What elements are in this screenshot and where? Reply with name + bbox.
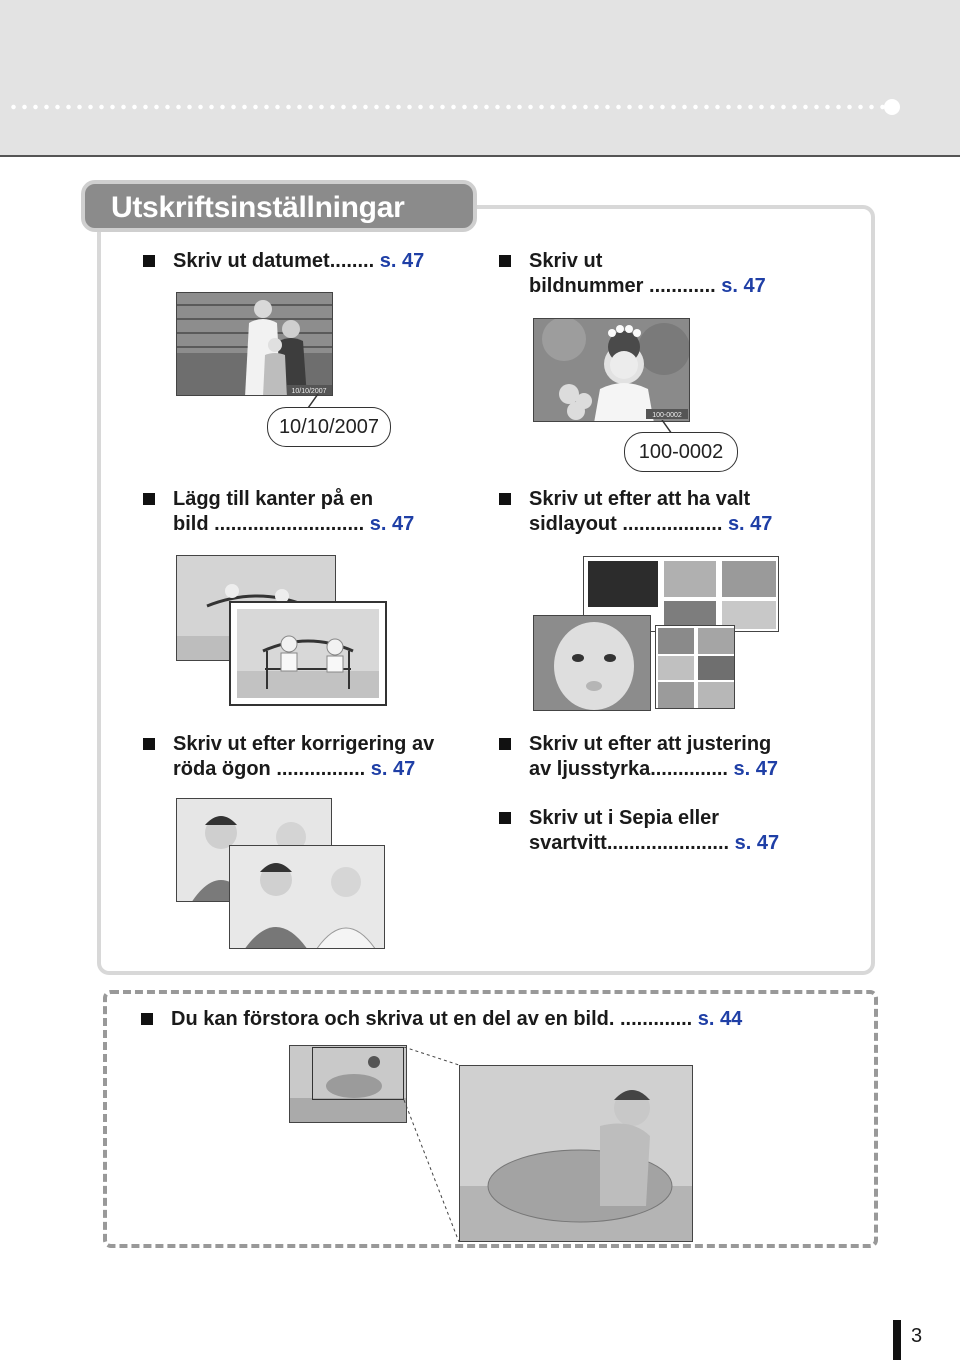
number-stamp-callout: 100-0002 bbox=[624, 432, 738, 472]
item-print-date bbox=[173, 249, 424, 274]
girl-photo bbox=[533, 318, 690, 422]
item-text: Skriv ut bbox=[529, 250, 603, 272]
page-ref-link[interactable]: s. 47 bbox=[727, 513, 773, 535]
bullet-square bbox=[499, 255, 511, 267]
item-text: av ljusstyrka.............. bbox=[529, 758, 734, 780]
baby-photo-image bbox=[534, 616, 651, 711]
page-ref-link[interactable]: s. 47 bbox=[734, 832, 780, 854]
item-text: Skriv ut efter att justering bbox=[529, 733, 772, 755]
item-crop-enlarge bbox=[171, 1007, 742, 1032]
layout-grid-photo-image bbox=[656, 626, 735, 709]
item-page-layout bbox=[529, 487, 772, 537]
item-text: Lägg till kanter på en bbox=[173, 488, 374, 510]
page-ref-link[interactable]: s. 44 bbox=[697, 1008, 743, 1030]
bullet-square bbox=[141, 1013, 153, 1025]
item-brightness bbox=[529, 732, 778, 782]
item-text: svartvitt...................... bbox=[529, 832, 735, 854]
section-title: Utskriftsinställningar bbox=[111, 191, 405, 224]
page-ref-link[interactable]: s. 47 bbox=[379, 250, 425, 272]
item-red-eye bbox=[173, 732, 434, 782]
page-ref-link[interactable]: s. 47 bbox=[721, 275, 766, 297]
layout-grid-photo bbox=[655, 625, 735, 709]
item-text: bildnummer ............ bbox=[529, 275, 722, 297]
surfer-photo-enlarged-image bbox=[460, 1066, 693, 1242]
item-text: röda ögon ................ bbox=[173, 758, 371, 780]
item-text: Skriv ut efter korrigering av bbox=[173, 733, 435, 755]
item-text: Du kan förstora och skriva ut en del av en bild. ............. bbox=[171, 1008, 698, 1030]
date-stamp-callout: 10/10/2007 bbox=[267, 407, 391, 447]
bullet-square bbox=[499, 493, 511, 505]
boys-photo-after-image bbox=[230, 846, 385, 949]
bullet-square bbox=[499, 738, 511, 750]
page-number: 3 bbox=[911, 1325, 923, 1347]
baby-photo bbox=[533, 615, 651, 711]
surfer-photo-enlarged bbox=[459, 1065, 693, 1242]
page-ref-link[interactable]: s. 47 bbox=[369, 513, 415, 535]
bench-photo-bordered bbox=[229, 601, 387, 706]
boys-photo-after bbox=[229, 845, 385, 949]
item-text: sidlayout .................. bbox=[529, 513, 728, 535]
bullet-square bbox=[143, 255, 155, 267]
rule-end-dot bbox=[884, 99, 900, 115]
dotted-rule bbox=[8, 103, 888, 111]
svg-text:10/10/2007: 10/10/2007 bbox=[291, 388, 327, 395]
bullet-square bbox=[143, 493, 155, 505]
svg-text:100-0002: 100-0002 bbox=[652, 412, 682, 419]
item-text: bild ........................... bbox=[173, 513, 370, 535]
item-text: Skriv ut efter att ha valt bbox=[529, 488, 751, 510]
bullet-square bbox=[143, 738, 155, 750]
section-title-tab bbox=[81, 180, 477, 232]
callout-pointer bbox=[300, 394, 330, 408]
item-text: Skriv ut i Sepia eller bbox=[529, 807, 720, 829]
bench-photo-bordered-image bbox=[237, 609, 379, 698]
item-add-border bbox=[173, 487, 414, 537]
header-band bbox=[0, 0, 960, 157]
family-photo-image bbox=[177, 293, 333, 396]
page-marker-bar bbox=[893, 1320, 901, 1360]
item-print-number bbox=[529, 249, 766, 299]
family-photo bbox=[176, 292, 333, 396]
item-text: Skriv ut datumet........ bbox=[173, 250, 380, 272]
bullet-square bbox=[499, 812, 511, 824]
page-ref-link[interactable]: s. 47 bbox=[370, 758, 416, 780]
item-sepia bbox=[529, 806, 779, 856]
girl-photo-image bbox=[534, 319, 690, 422]
page-ref-link[interactable]: s. 47 bbox=[733, 758, 779, 780]
